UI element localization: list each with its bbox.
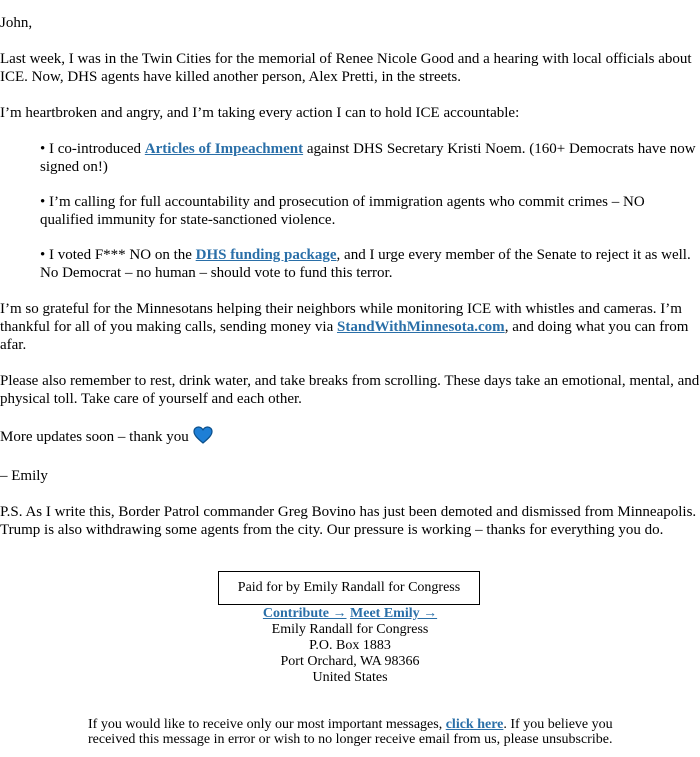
blue-heart-icon [193,426,213,449]
list-item: • I’m calling for full accountability and prosecution of immigration agents who commit crimes – NO qualified immunity for state-sanctioned violence. [40,194,645,228]
country: United States [312,670,388,685]
paragraph-grateful [0,300,700,354]
paragraph-accountable: I’m heartbroken and angry, and I’m taking every action I can to hold ICE accountable: [0,105,520,121]
articles-of-impeachment-link[interactable]: Articles of Impeachment [144,141,304,157]
bullet-text: • I voted F*** NO on the [40,247,196,263]
action-list [40,140,700,282]
list-item [40,140,700,176]
unsubscribe-notice [88,717,628,747]
po-box: P.O. Box 1883 [309,638,391,653]
org-name: Emily Randall for Congress [271,622,429,637]
stand-with-minnesota-link[interactable]: StandWithMinnesota.com [337,319,505,335]
meet-emily-link[interactable]: Meet Emily → [350,606,438,621]
dhs-funding-package-link[interactable]: DHS funding package [195,247,337,263]
bullet-text: against DHS Secretary Kristi Noem. (160+ Democrats have now signed on!) [40,141,696,175]
unsub-text: . If you believe you received this message in error or wish to no longer receive email from us, please unsubscribe. [88,717,613,747]
paid-for-disclaimer: Paid for by Emily Randall for Congress [218,571,480,605]
email-body [0,14,700,539]
postscript: P.S. As I write this, Border Patrol commander Greg Bovino has just been demoted and dismissed from Minneapolis. Trump is also withdrawing some agents from the city. Our pressure is working – thanks for everything you do. [0,504,697,538]
click-here-link[interactable]: click here [445,717,504,732]
bullet-text: , and I urge every member of the Senate to reject it as well. No Democrat – no human – should vote to fund this terror. [40,247,691,281]
paragraph-updates [0,426,700,449]
list-item [40,246,700,282]
paragraph-text: , and doing what you can from afar. [0,319,689,353]
bullet-text: • I co-introduced [40,141,145,157]
footer [0,606,700,686]
paragraph-rest: Please also remember to rest, drink water, and take breaks from scrolling. These days take an emotional, mental, and physical toll. Take care of yourself and each other. [0,373,700,407]
city-state-zip: Port Orchard, WA 98366 [280,654,420,669]
paragraph-memorial: Last week, I was in the Twin Cities for the memorial of Renee Nicole Good and a hearing with local officials about ICE. Now, DHS agents have killed another person, Alex Pretti, in the streets. [0,51,692,85]
contribute-link[interactable]: Contribute → [262,606,347,621]
greeting: John, [0,15,33,31]
paragraph-text: More updates soon – thank you [0,429,189,445]
signoff: – Emily [0,468,48,484]
paragraph-text: I’m so grateful for the Minnesotans helping their neighbors while monitoring ICE with whistles and cameras. I’m thankful for all of you making calls, sending money via [0,301,682,335]
unsub-text: If you would like to receive only our most important messages, [88,717,446,732]
